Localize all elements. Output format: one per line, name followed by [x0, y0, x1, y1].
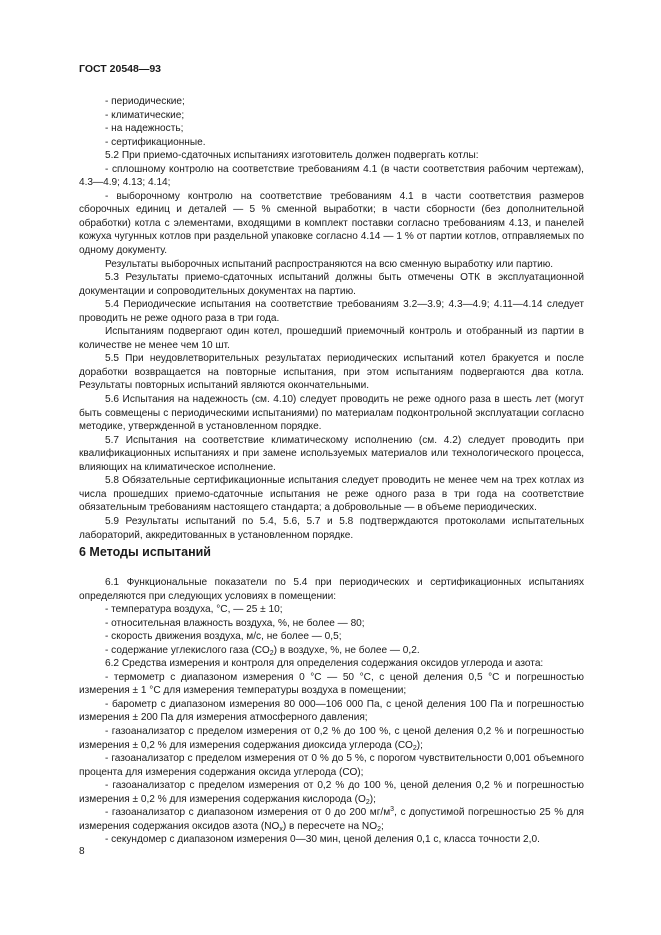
- page-number: 8: [79, 846, 85, 857]
- list-item: - термометр с диапазоном измерения 0 °С — 50 °С, с ценой деления 0,5 °С и погрешностью измерения ± 1 °С для измерения температуры воздуха в помещении;: [79, 671, 584, 697]
- list-item: - сплошному контролю на соответствие требованиям 4.1 (в части соответствия рабочим чертежам), 4.3—4.9; 4.13; 4.14;: [79, 163, 584, 189]
- paragraph-5-6: 5.6 Испытания на надежность (см. 4.10) следует проводить не реже одного раза в шесть лет (могут быть совмещены с периодическими испытаниями) по материалам подконтрольной эксплуатации согласно методике, утвержденной в установленном порядке.: [79, 394, 584, 433]
- list-item: - периодические;: [105, 96, 185, 107]
- text-run: - газоанализатор с пределом измерения от 0,2 % до 100 %, с ценой деления 0,2 % и погрешностью измерения ± 0,2 % для измерения содержания диоксида углерода (СО: [79, 726, 584, 751]
- text-run: );: [416, 739, 423, 751]
- text-run: ) в воздухе, %, не более — 0,2.: [273, 644, 420, 656]
- list-item: - на надежность;: [105, 123, 184, 135]
- paragraph-5-4: 5.4 Периодические испытания на соответствие требованиям 3.2—3.9; 4.3—4.9; 4.11—4.14 следует проводить не реже одного раза в три года.: [79, 299, 584, 324]
- subscript: 2: [269, 649, 274, 657]
- list-item: - выборочному контролю на соответствие требованиям 4.1 в части соответствия размеров сборочных единиц и деталей — 5 % сменной выработки; в части сборности (без дополнительной обработки) котла с элементами, входящими в комплект поставки согласно требованиям 4.13, и панелей кожуха чугунных котлов при раздельной упаковке согласно 4.14 — 1 % от партии котлов, отправляемых по одному документу.: [79, 190, 584, 257]
- list-item: - температура воздуха, °С, — 25 ± 10;: [105, 604, 283, 616]
- list-item: [79, 779, 584, 806]
- subscript: 2: [377, 825, 381, 833]
- section-5-text: [79, 95, 584, 542]
- section-6-title: 6 Методы испытаний: [79, 545, 211, 559]
- list-item: - газоанализатор с пределом измерения от 0 % до 5 %, с порогом чувствительности 0,001 объемного процента для измерения содержания оксида углерода (СО);: [79, 753, 584, 778]
- document-header: ГОСТ 20548—93: [79, 63, 162, 75]
- list-item: - скорость движения воздуха, м/с, не более — 0,5;: [105, 631, 342, 643]
- list-item: - относительная влажность воздуха, %, не более — 80;: [105, 617, 365, 629]
- list-item: - климатические;: [105, 109, 185, 121]
- list-item: [79, 806, 584, 833]
- list-item: [79, 725, 584, 752]
- list-item: [79, 644, 584, 658]
- text-run: );: [369, 793, 376, 805]
- text-run: - газоанализатор с пределом измерения от 0,2 % до 100 %, ценой деления 0,2 % и погрешностью измерения ± 0,2 % для измерения содержания кислорода (О: [79, 780, 584, 805]
- text-run: - содержание углекислого газа (СО: [105, 644, 270, 656]
- paragraph-5-7: 5.7 Испытания на соответствие климатическому исполнению (см. 4.2) следует проводить при квалификационных испытаниях и при замене используемых материалов или технологического процесса, влияющих на климатическое исполнение.: [79, 434, 584, 473]
- text-run: , с допустимой погрешностью 25 % для измерения содержания оксидов азота (NO: [79, 807, 584, 832]
- list-item: - барометр с диапазоном измерения 80 000—106 000 Па, с ценой деления 100 Па и погрешностью измерения ± 200 Па для измерения атмосферного давления;: [79, 698, 584, 724]
- paragraph-6-2: 6.2 Средства измерения и контроля для определения содержания оксидов углерода и азота:: [105, 658, 544, 670]
- paragraph-5-2: 5.2 При приемо-сдаточных испытаниях изготовитель должен подвергать котлы:: [105, 150, 479, 162]
- text-run: ) в пересчете на NO: [282, 820, 378, 832]
- paragraph: Испытаниям подвергают один котел, прошедший приемочный контроль и отобранный из партии в количестве не менее чем 10 шт.: [79, 326, 584, 351]
- list-item: - сертификационные.: [105, 136, 206, 148]
- text-run: - газоанализатор с диапазоном измерения от 0 до 200 мг/м: [105, 807, 391, 819]
- paragraph-5-9: 5.9 Результаты испытаний по 5.4, 5.6, 5.7 и 5.8 подтверждаются протоколами испытательных лабораторий, аккредитованных в установленном порядке.: [79, 515, 584, 541]
- superscript: 3: [390, 806, 395, 814]
- list-item: - секундомер с диапазоном измерения 0—30 мин, ценой деления 0,1 с, класса точности 2,0.: [105, 834, 540, 846]
- subscript: x: [279, 825, 283, 833]
- section-6-text: [79, 576, 584, 847]
- subscript: 2: [365, 798, 370, 806]
- text-run: ;: [380, 820, 384, 832]
- paragraph-6-1: 6.1 Функциональные показатели по 5.4 при периодических и сертификационных испытаниях определяются при следующих условиях в помещении:: [79, 577, 584, 602]
- paragraph-5-3: 5.3 Результаты приемо-сдаточных испытаний должны быть отмечены ОТК в эксплуатационной документации и сопроводительных документах на партию.: [79, 272, 584, 297]
- paragraph-5-5: 5.5 При неудовлетворительных результатах периодических испытаний котел бракуется и после доработки возвращается на повторные испытания, при этом испытаниям подвергаются два котла. Результаты повторных испытаний являются окончательными.: [79, 353, 584, 392]
- subscript: 2: [412, 744, 417, 752]
- paragraph: Результаты выборочных испытаний распространяются на всю сменную выработку или партию.: [105, 258, 554, 270]
- paragraph-5-8: 5.8 Обязательные сертификационные испытания следует проводить не менее чем на трех котлах из числа прошедших приемо-сдаточные испытания не реже одного раза в три года на соответствие обязательным требованиям настоящего стандарта; а добровольные — в объеме периодических.: [79, 475, 584, 514]
